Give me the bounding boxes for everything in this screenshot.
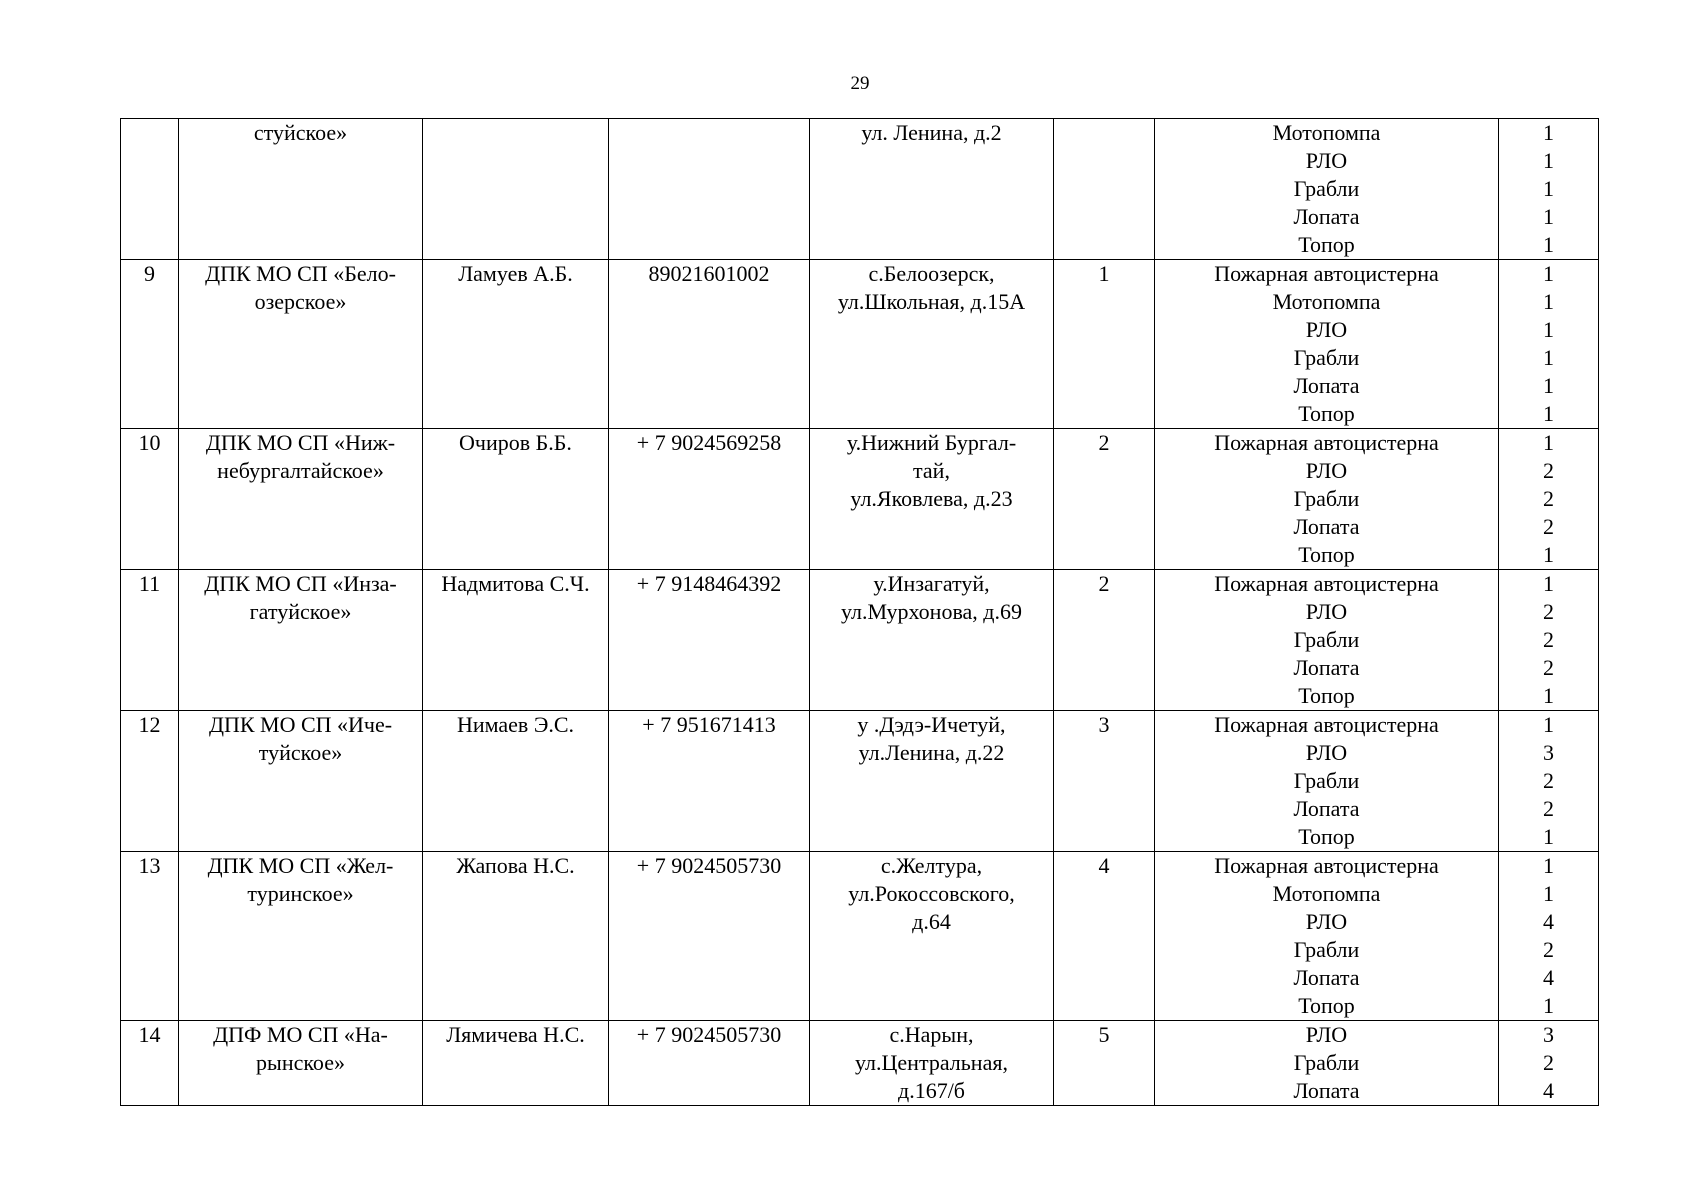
table-row	[121, 1021, 1599, 1106]
count-cell-text: 2	[1098, 571, 1110, 596]
count-cell	[1054, 570, 1155, 711]
equipment-cell	[1155, 852, 1499, 1021]
equipment-cell-line: Пожарная автоцистерна	[1214, 853, 1439, 878]
organization-cell-line: туринское»	[247, 881, 354, 906]
organization-cell	[179, 852, 423, 1021]
phone-cell-text: + 7 9024505730	[636, 853, 782, 878]
count-cell-text: 3	[1098, 712, 1110, 737]
phone-cell	[609, 852, 810, 1021]
organization-cell-line: рынское»	[256, 1050, 345, 1075]
quantity-cell-line: 1	[1543, 345, 1554, 370]
quantity-cell	[1499, 1021, 1599, 1106]
address-cell	[810, 570, 1054, 711]
count-cell	[1054, 1021, 1155, 1106]
address-cell	[810, 852, 1054, 1021]
address-cell-line: с.Белоозерск,	[868, 261, 995, 286]
address-cell	[810, 429, 1054, 570]
address-cell	[810, 1021, 1054, 1106]
head-name-cell-text: Нимаев Э.С.	[456, 712, 575, 737]
equipment-cell-line: РЛО	[1305, 458, 1348, 483]
head-name-cell	[423, 429, 609, 570]
phone-cell	[609, 429, 810, 570]
quantity-cell-line: 1	[1543, 430, 1554, 455]
address-cell-line: д.64	[912, 909, 951, 934]
equipment-cell-line: Грабли	[1293, 176, 1360, 201]
equipment-cell-line: РЛО	[1305, 740, 1348, 765]
page-number: 29	[850, 73, 870, 94]
head-name-cell	[423, 711, 609, 852]
organization-cell-line: туйское»	[258, 740, 343, 765]
head-name-cell-text: Лямичева Н.С.	[446, 1022, 585, 1047]
equipment-cell-line: Топор	[1298, 683, 1355, 708]
equipment-cell-line: Лопата	[1293, 965, 1360, 990]
row-number-cell	[121, 260, 179, 429]
quantity-cell-line: 1	[1543, 261, 1554, 286]
equipment-cell-line: Грабли	[1293, 345, 1360, 370]
row-number-cell	[121, 711, 179, 852]
quantity-cell-line: 1	[1543, 232, 1554, 257]
count-cell-text: 5	[1098, 1022, 1110, 1047]
quantity-cell-line: 2	[1543, 768, 1554, 793]
count-cell-text	[1058, 119, 1150, 147]
phone-cell-text: 89021601002	[648, 261, 770, 286]
address-cell	[810, 260, 1054, 429]
phone-cell	[609, 260, 810, 429]
row-number-cell	[121, 429, 179, 570]
equipment-cell	[1155, 570, 1499, 711]
quantity-cell-line: 1	[1543, 993, 1554, 1018]
quantity-cell-line: 1	[1543, 571, 1554, 596]
address-cell-line: у .Дэдэ-Ичетуй,	[857, 712, 1006, 737]
quantity-cell-line: 1	[1543, 176, 1554, 201]
equipment-cell-line: Пожарная автоцистерна	[1214, 712, 1439, 737]
quantity-cell-line: 2	[1543, 1050, 1554, 1075]
address-cell-line: ул.Центральная,	[855, 1050, 1008, 1075]
organization-cell-line: небургалтайское»	[217, 458, 384, 483]
table-body	[121, 119, 1599, 1106]
count-cell-text: 4	[1098, 853, 1110, 878]
table-row	[121, 260, 1599, 429]
address-cell-line: д.167/б	[898, 1078, 965, 1103]
organization-cell-line: ДПК МО СП «Жел-	[207, 853, 394, 878]
quantity-cell	[1499, 119, 1599, 260]
phone-cell-text: + 7 9024569258	[636, 430, 782, 455]
equipment-cell-line: РЛО	[1305, 599, 1348, 624]
equipment-cell-line: Лопата	[1293, 204, 1360, 229]
head-name-cell	[423, 260, 609, 429]
address-cell-line: с.Нарын,	[889, 1022, 974, 1047]
address-cell	[810, 711, 1054, 852]
organization-cell-line: стуйское»	[253, 120, 348, 145]
table-row	[121, 429, 1599, 570]
address-cell-line: ул.Мурхонова, д.69	[840, 599, 1023, 624]
equipment-cell-line: Топор	[1298, 993, 1355, 1018]
equipment-cell-line: Грабли	[1293, 627, 1360, 652]
organization-cell	[179, 711, 423, 852]
address-cell-line: у.Нижний Бургал-	[846, 430, 1017, 455]
organization-cell-line: ДПФ МО СП «На-	[213, 1022, 388, 1047]
equipment-cell	[1155, 711, 1499, 852]
equipment-cell-line: Грабли	[1293, 1050, 1360, 1075]
quantity-cell-line: 1	[1543, 542, 1554, 567]
equipment-cell-line: Пожарная автоцистерна	[1214, 430, 1439, 455]
phone-cell	[609, 711, 810, 852]
quantity-cell-line: 1	[1543, 148, 1554, 173]
equipment-cell-line: Пожарная автоцистерна	[1214, 261, 1439, 286]
quantity-cell-line: 3	[1543, 1022, 1554, 1047]
equipment-cell-line: РЛО	[1305, 1022, 1348, 1047]
equipment-cell-line: РЛО	[1305, 909, 1348, 934]
row-number-cell	[121, 1021, 179, 1106]
quantity-cell	[1499, 711, 1599, 852]
quantity-cell-line: 1	[1543, 712, 1554, 737]
equipment-cell	[1155, 119, 1499, 260]
table-row	[121, 711, 1599, 852]
organization-cell	[179, 119, 423, 260]
count-cell	[1054, 260, 1155, 429]
quantity-cell	[1499, 260, 1599, 429]
head-name-cell	[423, 1021, 609, 1106]
phone-cell-text: + 7 9024505730	[636, 1022, 782, 1047]
organization-cell-line: ДПК МО СП «Инза-	[204, 571, 397, 596]
equipment-cell-line: Топор	[1298, 824, 1355, 849]
quantity-cell-line: 2	[1543, 458, 1554, 483]
quantity-cell-line: 1	[1543, 317, 1554, 342]
quantity-cell-line: 1	[1543, 373, 1554, 398]
row-number-cell-text	[125, 119, 174, 147]
quantity-cell-line: 2	[1543, 655, 1554, 680]
phone-cell-text: + 7 9148464392	[636, 571, 782, 596]
quantity-cell-line: 2	[1543, 486, 1554, 511]
equipment-cell-line: Лопата	[1293, 1078, 1360, 1103]
head-name-cell-text: Ламуев А.Б.	[458, 261, 573, 286]
equipment-cell-line: Лопата	[1293, 655, 1360, 680]
address-cell-line: ул. Ленина, д.2	[861, 120, 1002, 145]
head-name-cell-text	[427, 119, 604, 147]
row-number-cell	[121, 570, 179, 711]
fire-brigade-table	[120, 118, 1599, 1106]
organization-cell	[179, 429, 423, 570]
row-number-cell	[121, 852, 179, 1021]
head-name-cell	[423, 852, 609, 1021]
organization-cell-line: ДПК МО СП «Ниж-	[205, 430, 396, 455]
organization-cell-line: гатуйское»	[249, 599, 352, 624]
table-row	[121, 852, 1599, 1021]
quantity-cell-line: 1	[1543, 289, 1554, 314]
count-cell-text: 1	[1098, 261, 1110, 286]
quantity-cell-line: 2	[1543, 514, 1554, 539]
address-cell-line: у.Инзагатуй,	[873, 571, 990, 596]
address-cell-line: ул.Школьная, д.15А	[837, 289, 1026, 314]
phone-cell	[609, 119, 810, 260]
organization-cell	[179, 570, 423, 711]
equipment-cell	[1155, 1021, 1499, 1106]
equipment-cell-line: Мотопомпа	[1272, 881, 1381, 906]
table-row	[121, 119, 1599, 260]
row-number-cell-text: 13	[138, 853, 161, 878]
row-number-cell-text: 14	[138, 1022, 161, 1047]
equipment-cell-line: Лопата	[1293, 796, 1360, 821]
quantity-cell-line: 1	[1543, 683, 1554, 708]
phone-cell	[609, 1021, 810, 1106]
quantity-cell-line: 3	[1543, 740, 1554, 765]
organization-cell-line: ДПК МО СП «Иче-	[208, 712, 393, 737]
row-number-cell-text: 12	[138, 712, 161, 737]
count-cell	[1054, 711, 1155, 852]
table-row	[121, 570, 1599, 711]
row-number-cell-text: 11	[138, 571, 161, 596]
quantity-cell-line: 1	[1543, 824, 1554, 849]
quantity-cell-line: 1	[1543, 853, 1554, 878]
equipment-cell-line: Грабли	[1293, 937, 1360, 962]
equipment-cell-line: Топор	[1298, 232, 1355, 257]
count-cell	[1054, 429, 1155, 570]
equipment-cell-line: Грабли	[1293, 486, 1360, 511]
address-cell-line: ул.Яковлева, д.23	[850, 486, 1013, 511]
organization-cell	[179, 1021, 423, 1106]
organization-cell-line: ДПК МО СП «Бело-	[205, 261, 396, 286]
head-name-cell	[423, 570, 609, 711]
address-cell	[810, 119, 1054, 260]
equipment-cell-line: Лопата	[1293, 514, 1360, 539]
count-cell	[1054, 852, 1155, 1021]
quantity-cell-line: 2	[1543, 796, 1554, 821]
quantity-cell-line: 1	[1543, 204, 1554, 229]
count-cell-text: 2	[1098, 430, 1110, 455]
quantity-cell-line: 4	[1543, 965, 1554, 990]
phone-cell-text: + 7 951671413	[642, 712, 776, 737]
equipment-cell	[1155, 429, 1499, 570]
equipment-cell-line: Топор	[1298, 401, 1355, 426]
address-cell-line: с.Желтура,	[880, 853, 983, 878]
equipment-cell-line: Пожарная автоцистерна	[1214, 571, 1439, 596]
quantity-cell-line: 4	[1543, 1078, 1554, 1103]
quantity-cell	[1499, 570, 1599, 711]
quantity-cell-line: 2	[1543, 937, 1554, 962]
phone-cell-text	[613, 119, 805, 147]
organization-cell-line: озерское»	[254, 289, 347, 314]
equipment-cell-line: РЛО	[1305, 317, 1348, 342]
row-number-cell-text: 9	[144, 261, 155, 286]
quantity-cell-line: 2	[1543, 599, 1554, 624]
equipment-cell-line: Грабли	[1293, 768, 1360, 793]
equipment-cell-line: Топор	[1298, 542, 1355, 567]
row-number-cell	[121, 119, 179, 260]
count-cell	[1054, 119, 1155, 260]
quantity-cell	[1499, 852, 1599, 1021]
equipment-cell-line: РЛО	[1305, 148, 1348, 173]
quantity-cell	[1499, 429, 1599, 570]
equipment-cell	[1155, 260, 1499, 429]
quantity-cell-line: 1	[1543, 881, 1554, 906]
phone-cell	[609, 570, 810, 711]
equipment-cell-line: Лопата	[1293, 373, 1360, 398]
quantity-cell-line: 1	[1543, 120, 1554, 145]
head-name-cell	[423, 119, 609, 260]
head-name-cell-text: Очиров Б.Б.	[459, 430, 572, 455]
address-cell-line: ул.Ленина, д.22	[858, 740, 1005, 765]
address-cell-line: ул.Рокоссовского,	[848, 881, 1015, 906]
equipment-cell-line: Мотопомпа	[1272, 120, 1381, 145]
address-cell-line: тай,	[913, 458, 950, 483]
equipment-cell-line: Мотопомпа	[1272, 289, 1381, 314]
head-name-cell-text: Жапова Н.С.	[456, 853, 575, 878]
quantity-cell-line: 4	[1543, 909, 1554, 934]
organization-cell	[179, 260, 423, 429]
quantity-cell-line: 1	[1543, 401, 1554, 426]
quantity-cell-line: 2	[1543, 627, 1554, 652]
row-number-cell-text: 10	[138, 430, 161, 455]
head-name-cell-text: Надмитова С.Ч.	[441, 571, 590, 596]
